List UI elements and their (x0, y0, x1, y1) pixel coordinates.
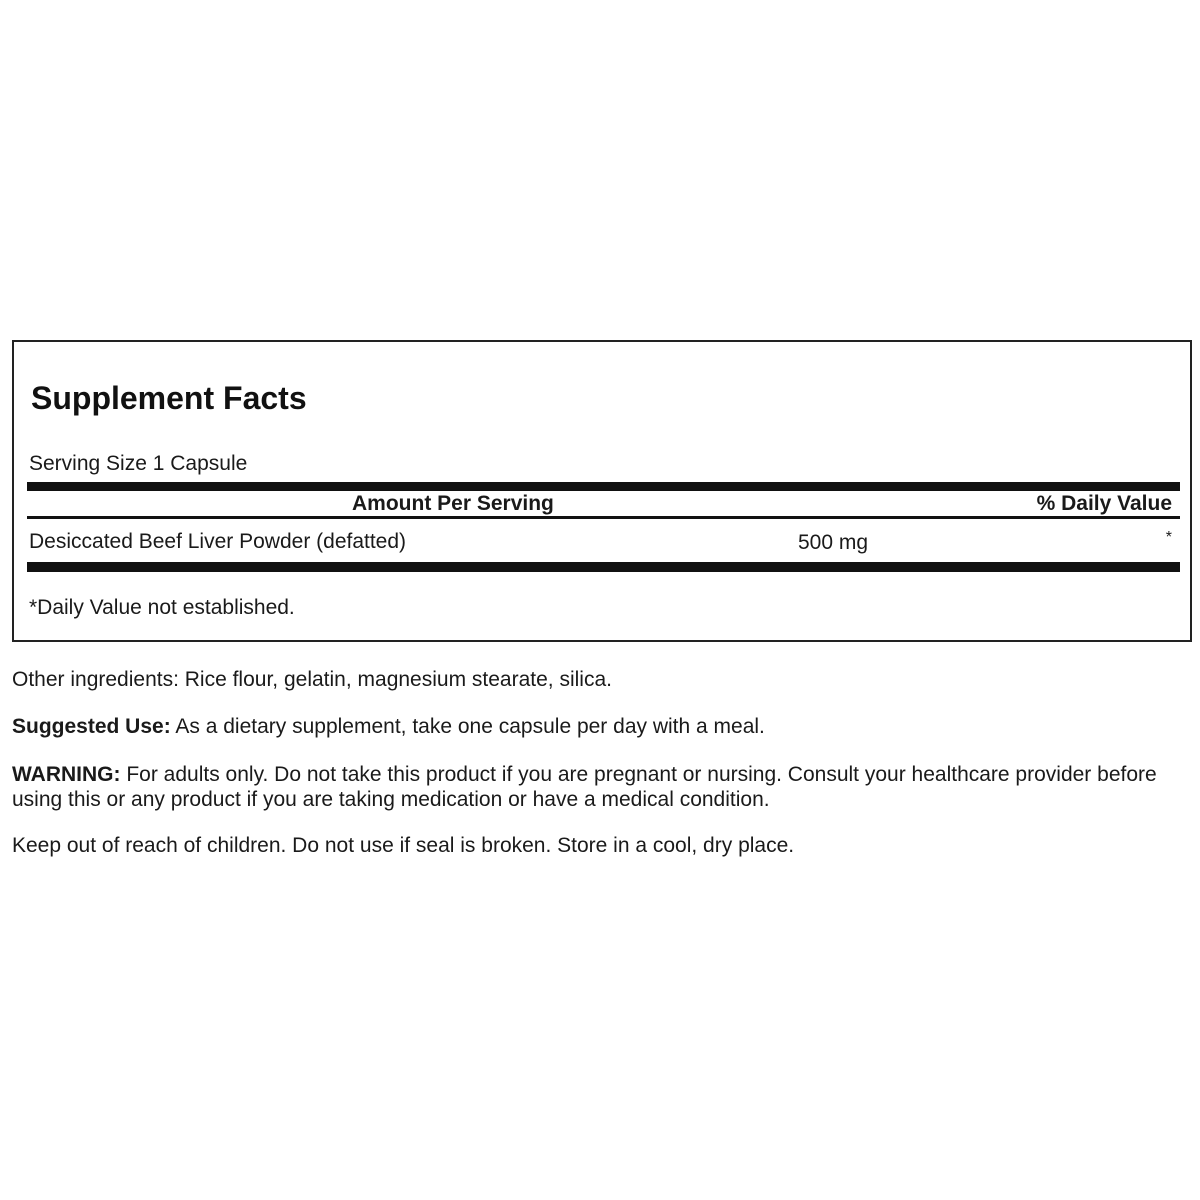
storage-instructions: Keep out of reach of children. Do not use if seal is broken. Store in a cool, dry place. (12, 834, 795, 857)
suggested-use-label: Suggested Use: (12, 715, 171, 738)
daily-value-footnote: *Daily Value not established. (29, 596, 295, 619)
bottom-divider (27, 562, 1180, 572)
supplement-facts-panel (12, 340, 1192, 642)
ingredient-daily-value: * (1165, 529, 1172, 546)
daily-value-column-header: % Daily Value (1036, 492, 1172, 515)
other-ingredients: Other ingredients: Rice flour, gelatin, magnesium stearate, silica. (12, 668, 612, 691)
facts-title: Supplement Facts (31, 380, 307, 416)
warning (12, 762, 1172, 812)
amount-column-header: Amount Per Serving (352, 492, 554, 515)
top-divider (27, 482, 1180, 491)
suggested-use-text: As a dietary supplement, take one capsule per day with a meal. (170, 715, 765, 738)
warning-label: WARNING: (12, 763, 121, 786)
suggested-use (12, 714, 1172, 739)
header-divider (27, 516, 1180, 519)
ingredient-name: Desiccated Beef Liver Powder (defatted) (29, 530, 407, 553)
ingredient-amount: 500 mg (798, 531, 869, 554)
warning-text: For adults only. Do not take this product if you are pregnant or nursing. Consult your healthcare provider before using this or any product if you are taking medication or have a medical condition. (12, 763, 1157, 811)
serving-size: Serving Size 1 Capsule (29, 452, 248, 475)
